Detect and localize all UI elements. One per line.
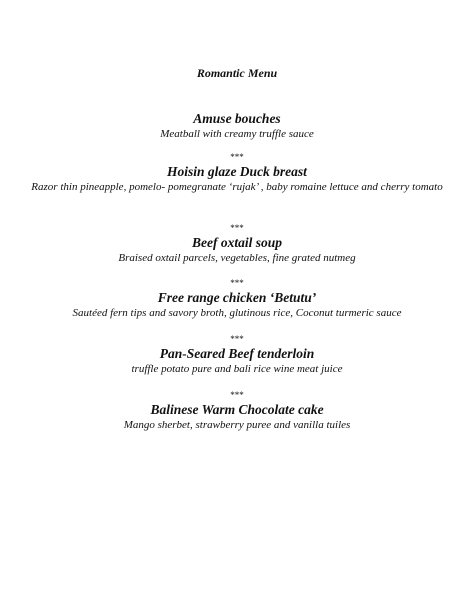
course-separator: *** [230, 390, 244, 400]
course-description: Meatball with creamy truffle sauce [160, 128, 314, 140]
menu-title: Romantic Menu [196, 66, 278, 80]
course-beef-tenderloin [30, 346, 444, 376]
course-description: Braised oxtail parcels, vegetables, fine grated nutmeg [118, 252, 356, 264]
course-name: Pan-Seared Beef tenderloin [159, 346, 315, 361]
course-separator: *** [230, 278, 244, 288]
course-description: Razor thin pineapple, pomelo- pomegranate ‘rujak’ , baby romaine lettuce and cherry tomato [31, 181, 443, 193]
course-description: Mango sherbet, strawberry puree and vanilla tuiles [123, 419, 351, 431]
course-name: Free range chicken ‘Betutu’ [157, 290, 317, 305]
course-name: Balinese Warm Chocolate cake [150, 402, 324, 417]
course-amuse-bouches [30, 111, 444, 141]
course-separator: *** [230, 223, 244, 233]
course-description: truffle potato pure and bali rice wine meat juice [131, 363, 343, 375]
course-duck-breast [30, 164, 444, 194]
course-chocolate-cake [30, 402, 444, 432]
course-oxtail-soup [30, 235, 444, 265]
course-chicken-betutu [30, 290, 444, 320]
course-name: Amuse bouches [193, 111, 281, 126]
course-separator: *** [230, 152, 244, 162]
course-name: Beef oxtail soup [192, 235, 282, 250]
course-separator: *** [230, 334, 244, 344]
course-description: Sautéed fern tips and savory broth, glutinous rice, Coconut turmeric sauce [72, 307, 402, 319]
course-name: Hoisin glaze Duck breast [167, 164, 307, 179]
